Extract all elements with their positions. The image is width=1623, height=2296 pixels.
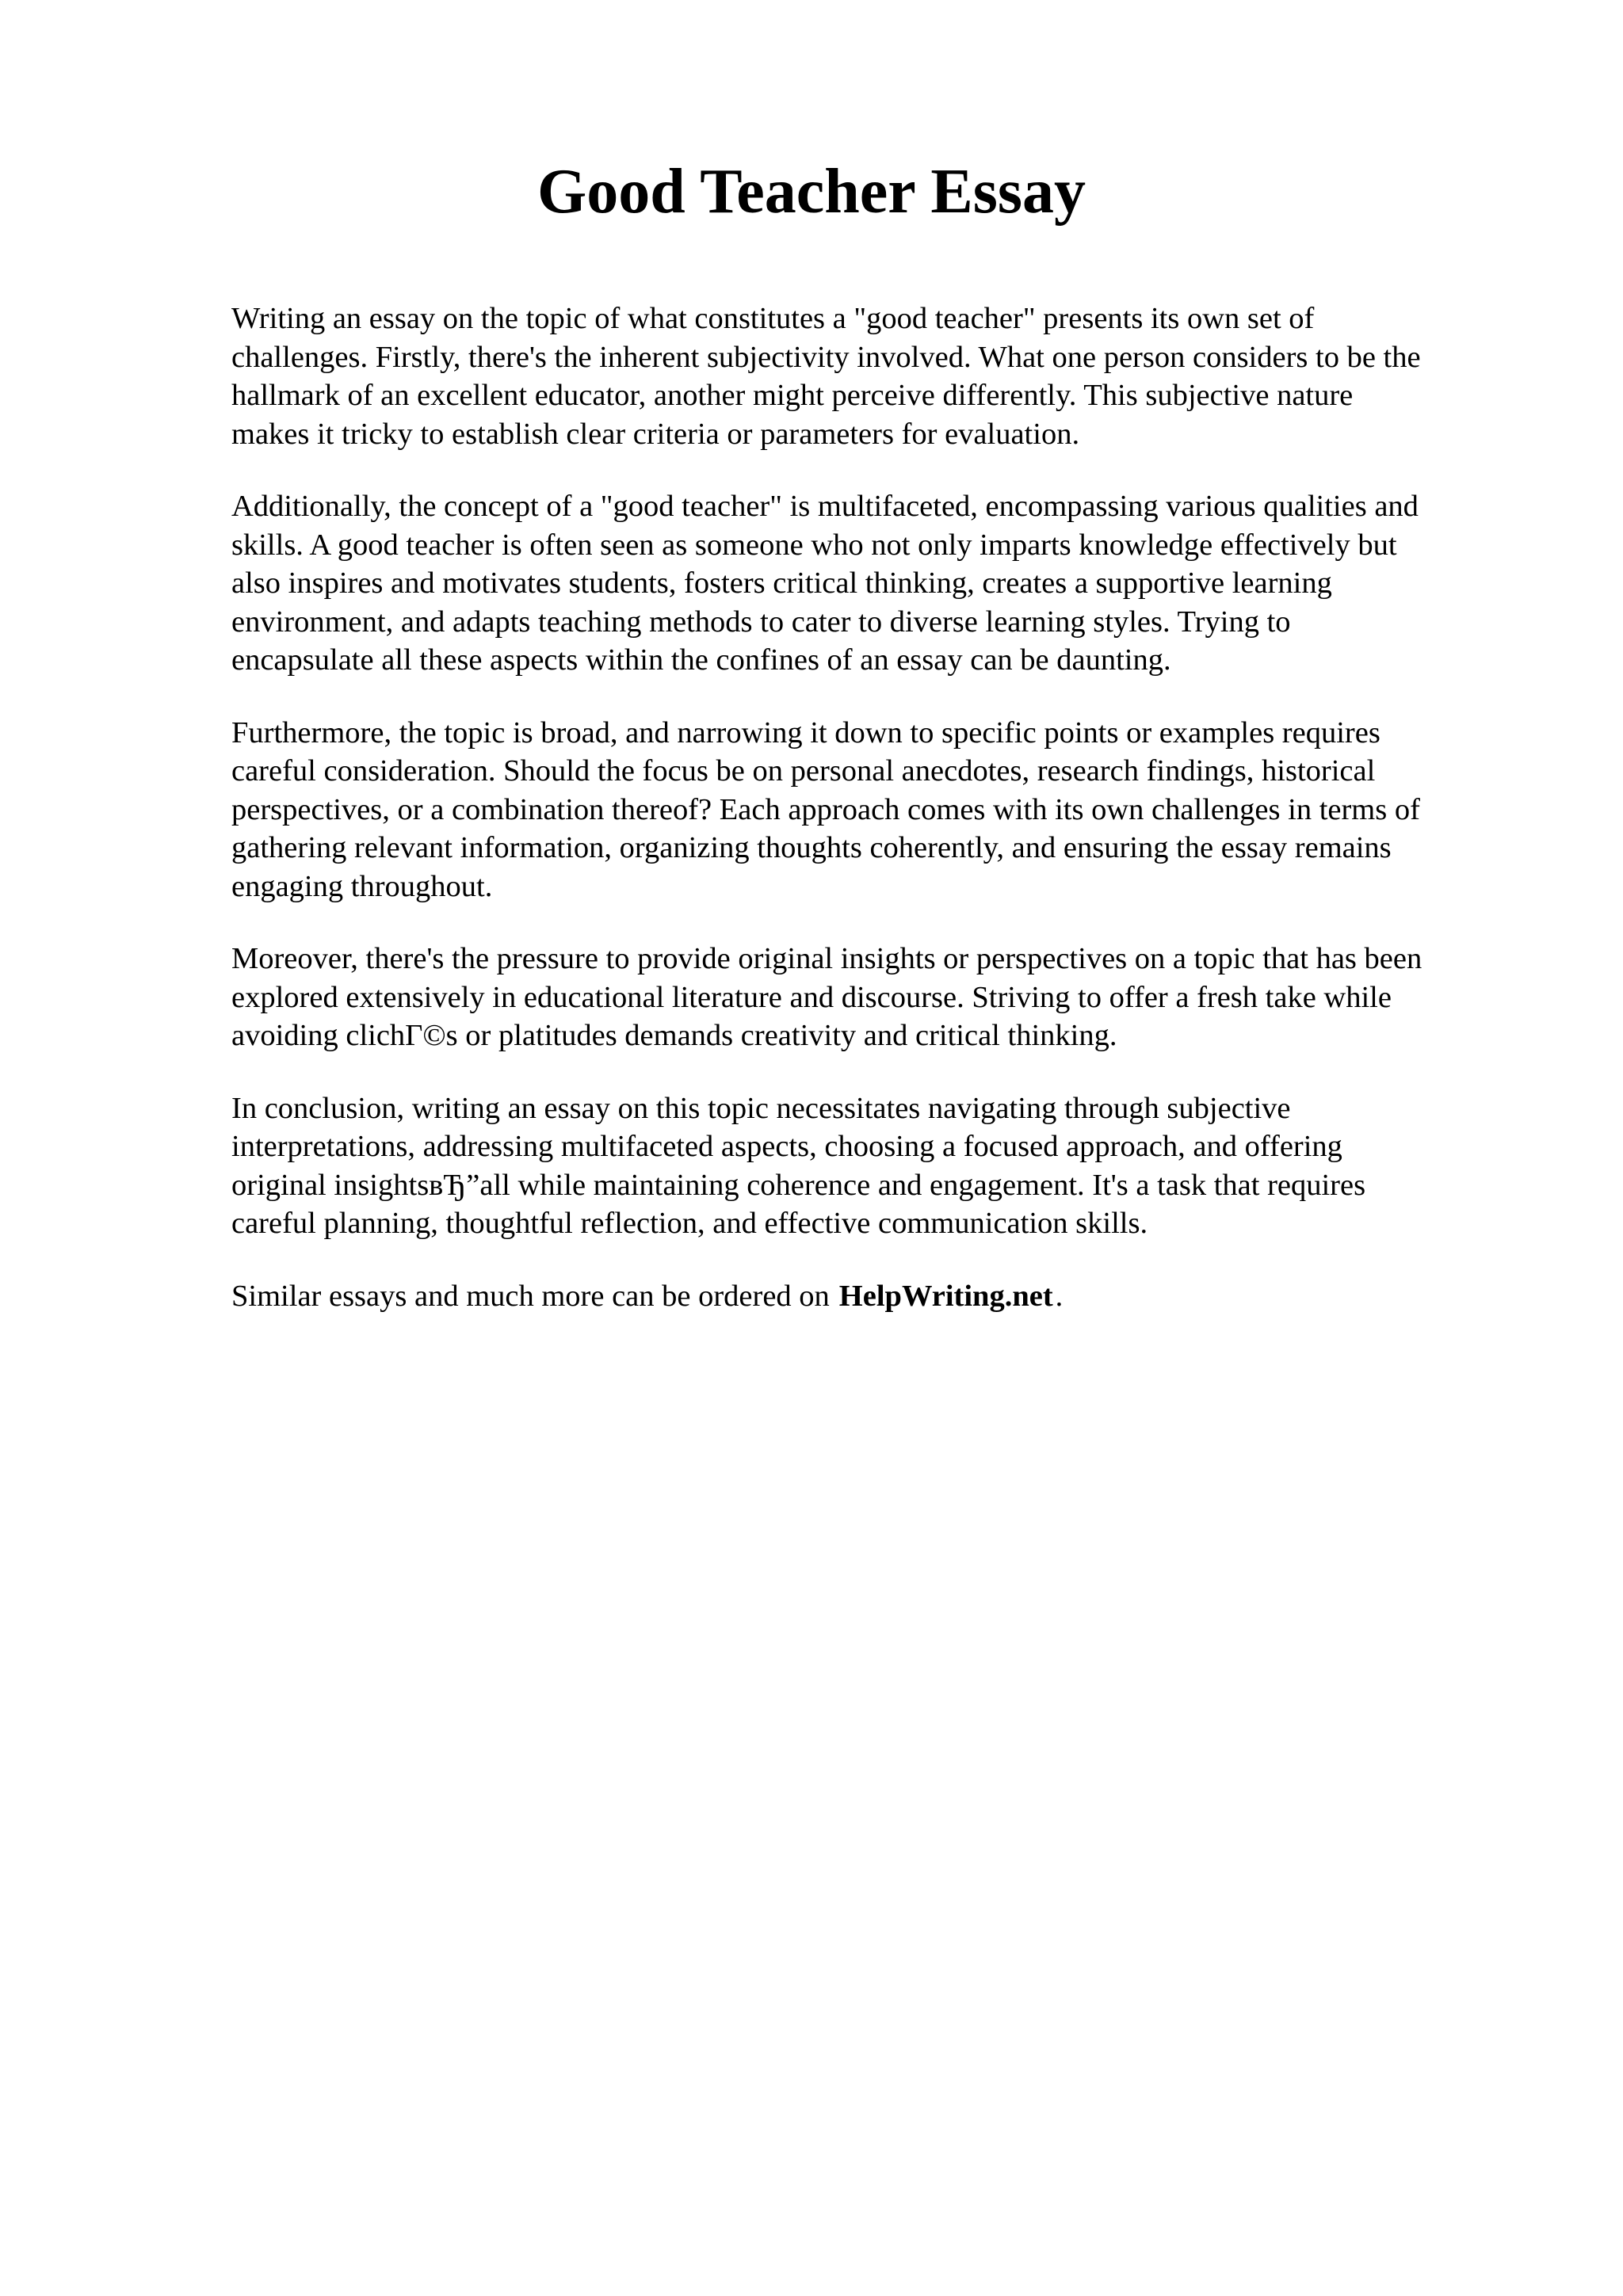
paragraph-3: Furthermore, the topic is broad, and narrowing it down to specific points or examples requires careful consideration. Should the focus be on personal anecdotes, research findings, historical perspectives, or a combination thereof? Each approach comes with its own challenges in terms of gathering relevant information, organizing thoughts coherently, and ensuring the essay remains engaging throughout. [231,715,1420,903]
paragraph-2: Additionally, the concept of a "good teacher" is multifaceted, encompassing various qualities and skills. A good teacher is often seen as someone who not only imparts knowledge effectively but also inspires and motivates students, fosters critical thinking, creates a supportive learning environment, and adapts teaching methods to cater to diverse learning styles. Trying to encapsulate all these aspects within the confines of an essay can be daunting. [231,490,1419,677]
closing-text: Similar essays and much more can be ordered on [231,1279,830,1313]
closing-line [231,1277,1531,1316]
essay-body [231,299,1531,1315]
paragraph-4: Moreover, there's the pressure to provide original insights or perspectives on a topic that has been explored extensively in educational literature and discourse. Striving to offer a fresh take while avoiding clichГ©s or platitudes demands creativity and critical thinking. [231,942,1423,1052]
closing-period: . [1055,1279,1064,1313]
paragraph-1: Writing an essay on the topic of what constitutes a "good teacher" presents its own set of challenges. Firstly, there's the inherent subjectivity involved. What one person considers to be the hallmark of an excellent educator, another might perceive differently. This subjective nature makes it tricky to establish clear criteria or parameters for evaluation. [231,302,1421,451]
paragraph-5: In conclusion, writing an essay on this topic necessitates navigating through subjective interpretations, addressing multifaceted aspects, choosing a focused approach, and offering original insightsвЂ”all while maintaining coherence and engagement. It's a task that requires careful planning, thoughtful reflection, and effective communication skills. [231,1091,1366,1240]
helpwriting-link[interactable]: HelpWriting.net [838,1279,1053,1313]
page-title: Good Teacher Essay [537,157,1086,227]
